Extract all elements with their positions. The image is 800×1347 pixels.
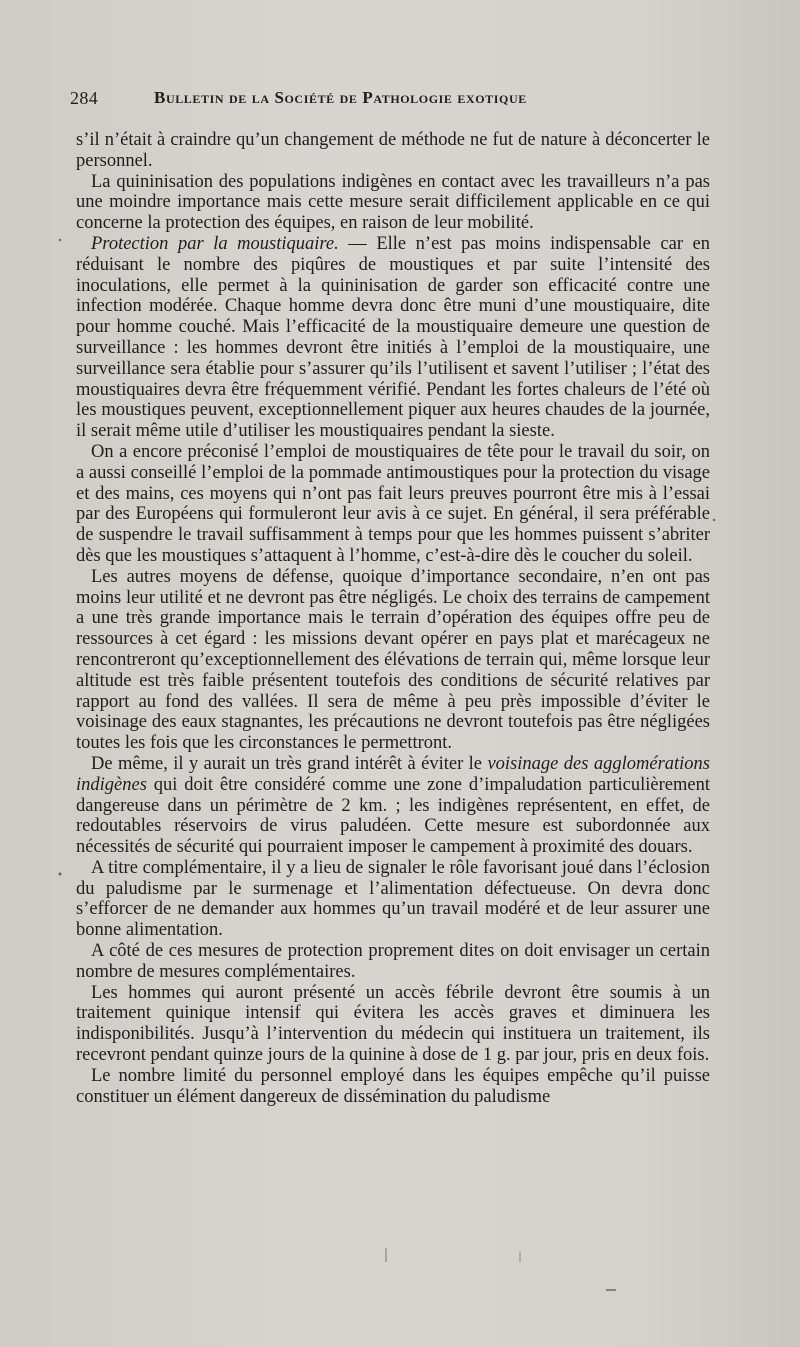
paragraph xyxy=(76,754,710,858)
text-run: s’il n’était à craindre qu’un changement de méthode ne fut de nature à déconcerter le personnel. xyxy=(76,130,710,171)
italic-run: Protection par la moustiquaire. xyxy=(91,233,339,254)
text-run: On a encore préconisé l’emploi de moustiquaires de tête pour le travail du soir, on a aussi conseillé l’emploi de la pommade antimoustiques pour la protection du visage et des mains, ces moyens qui n’ont pas fait leurs preuves pourront être mis à l’essai par des Européens qui formuleront leur avis à ce sujet. En général, il sera préférable de suspendre le travail suffisamment à temps pour que les hommes puissent s’abriter dès que les moustiques s’attaquent à l’homme, c’est-à-dire dès le coucher du soleil. xyxy=(76,441,710,566)
paragraph xyxy=(76,983,710,1066)
text-run: A côté de ces mesures de protection proprement dites on doit envisager un certain nombre de mesures complémentaires. xyxy=(76,941,710,982)
paragraph xyxy=(76,1066,710,1108)
text-run: A titre complémentaire, il y a lieu de signaler le rôle favorisant joué dans l’éclosion du paludisme par le surmenage et l’alimentation défectueuse. On devra donc s’efforcer de ne demander aux hommes qu’un travail modéré et de leur assurer une bonne alimentation. xyxy=(76,857,710,941)
page-number: 284 xyxy=(70,88,99,108)
text-run: Les hommes qui auront présenté un accès fébrile devront être soumis à un traitement quinique intensif qui évitera les accès graves et diminuera les indisponibilités. Jusqu’à l’intervention du médecin qui instituera un traitement, ils recevront pendant quinze jours de la quinine à dose de 1 g. par jour, pris en deux fois. xyxy=(76,982,710,1066)
paragraph xyxy=(76,234,710,442)
paragraph xyxy=(76,941,710,983)
paragraph xyxy=(76,567,710,754)
text-run: — Elle n’est pas moins indispensable car en réduisant le nombre des piqûres de moustiques et par suite l’intensité des inoculations, elle permet à la quininisation de garder son efficacité contre une infection modérée. Chaque homme devra donc être muni d’une moustiquaire, dite pour homme couché. Mais l’efficacité de la moustiquaire demeure une question de surveillance : les hommes devront être initiés à l’emploi de la moustiquaire, une surveillance sera établie pour s’assurer qu’ils l’utilisent et savent l’utiliser ; l’état des moustiquaires devra être fréquemment vérifié. Pendant les fortes chaleurs de l’été où les moustiques peuvent, exceptionnellement piquer aux heures chaudes de la journée, il serait même utile d’utiliser les moustiquaires pendant la sieste. xyxy=(76,233,710,442)
text-run: Les autres moyens de défense, quoique d’importance secondaire, n’en ont pas moins leur utilité et ne devront pas être négligés. Le choix des terrains de campement a une très grande importance mais le terrain d’opération des équipes offre peu de ressources à cet égard : les missions devant opérer en pays plat et marécageux ne rencontreront qu’exceptionnellement des élévations de terrain qui, même lorsque leur altitude est très faible présentent toutefois des conditions de sécurité relatives par rapport au fond des vallées. Il sera de même à peu près impossible d’éviter le voisinage des eaux stagnantes, les précautions ne devront toutefois pas être négligées toutes les fois que les circonstances le permettront. xyxy=(76,566,710,754)
text-run: qui doit être considéré comme une zone d’impaludation particulièrement dangereuse dans un périmètre de 2 km. ; les indigènes représentent, en effet, de redoutables réservoirs de virus paludéen. Cette mesure est subordonnée aux nécessités de sécurité qui pourraient imposer le campement à proximité des douars. xyxy=(76,774,710,858)
paragraph xyxy=(76,130,710,172)
paragraph xyxy=(76,172,710,234)
text-run: La quininisation des populations indigènes en contact avec les travailleurs n’a pas une moindre importance mais cette mesure serait difficilement applicable en ce qui concerne la protection des équipes, en raison de leur mobilité. xyxy=(76,171,710,234)
text-run: Le nombre limité du personnel employé dans les équipes empêche qu’il puisse constituer un élément dangereux de dissémination du paludisme xyxy=(76,1065,710,1107)
running-head xyxy=(70,88,730,109)
body-text xyxy=(76,130,710,1107)
paragraph xyxy=(76,442,710,567)
text-run: De même, il y aurait un très grand intérêt à éviter le xyxy=(91,753,488,774)
italic-run: voisinage des agglomérations indigènes xyxy=(76,753,710,795)
paragraph xyxy=(76,858,710,941)
journal-title: Bulletin de la Société de Pathologie exotique xyxy=(154,88,527,107)
